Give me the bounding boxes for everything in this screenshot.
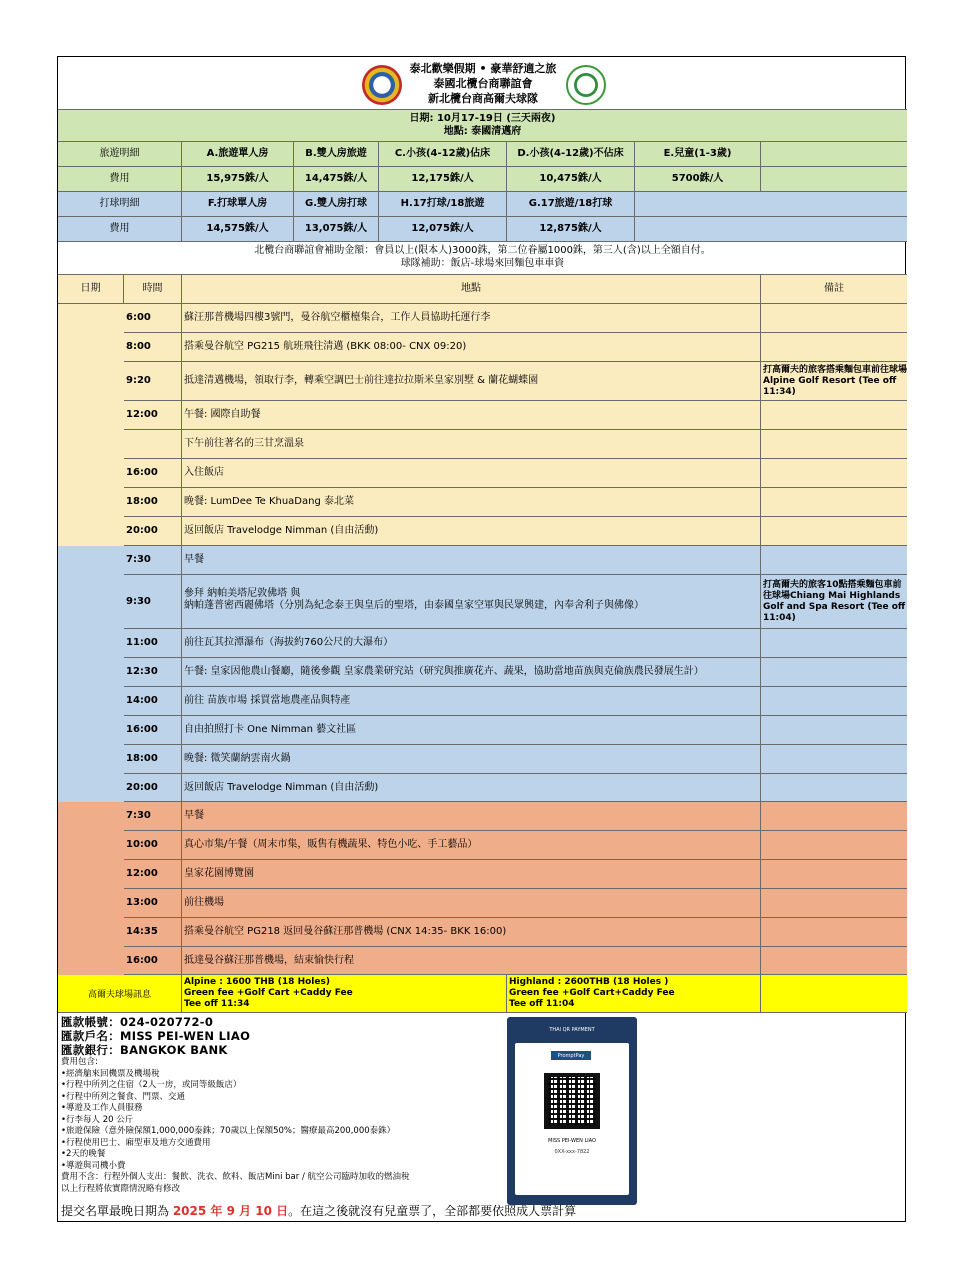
excludes-line: 費用不含：行程外個人支出：餐飲、洗衣、飲料、飯店Mini bar / 航空公司臨時加收的燃油稅 bbox=[61, 1172, 410, 1182]
table-row bbox=[58, 658, 907, 687]
golf-label: 打球明細 bbox=[58, 192, 182, 217]
row-time: 14:00 bbox=[124, 687, 182, 716]
table-row bbox=[58, 304, 907, 333]
row-time: 10:00 bbox=[124, 831, 182, 860]
dates-row bbox=[58, 109, 907, 142]
promptpay-qr-card bbox=[507, 1017, 637, 1205]
table-row bbox=[58, 430, 907, 459]
row-desc: 前往瓦其拉潭瀑布（海拔約760公尺的大瀑布） bbox=[182, 629, 761, 658]
qr-panel bbox=[515, 1043, 629, 1195]
row-desc: 返回飯店 Travelodge Nimman (自由活動) bbox=[182, 517, 761, 546]
date-line: 日期: 10月17-19日 (三天兩夜) bbox=[409, 113, 556, 124]
golf-option: H.17打球/18旅遊 bbox=[379, 192, 507, 217]
row-desc: 自由拍照打卡 One Nimman 藝文社區 bbox=[182, 716, 761, 745]
row-time: 12:00 bbox=[124, 860, 182, 889]
golf-options-row bbox=[58, 192, 907, 217]
row-time: 18:00 bbox=[124, 745, 182, 774]
row-desc: 下午前往著名的三甘烹溫泉 bbox=[182, 430, 761, 459]
table-row bbox=[58, 546, 907, 575]
row-desc: 前往 苗族市場 採買當地農產品與特產 bbox=[182, 687, 761, 716]
golf-option: G.17旅遊/18打球 bbox=[507, 192, 635, 217]
includes-item: •行程使用巴士、廂型車及地方交通費用 bbox=[61, 1137, 211, 1148]
golf-info-label: 高爾夫球場訊息 bbox=[58, 975, 182, 1013]
row-time: 20:00 bbox=[124, 517, 182, 546]
table-row bbox=[58, 802, 907, 831]
row-time: 16:00 bbox=[124, 459, 182, 488]
table-row bbox=[58, 575, 907, 629]
fee-label: 費用 bbox=[58, 167, 182, 192]
golf-fees-row bbox=[58, 217, 907, 242]
table-row bbox=[58, 774, 907, 802]
place-line: 地點: 泰國清邁府 bbox=[443, 126, 522, 137]
row-desc: 抵達曼谷蘇汪那普機場，結束愉快行程 bbox=[182, 947, 761, 975]
account-name: 匯款戶名：MISS PEI-WEN LIAO bbox=[61, 1029, 251, 1043]
itinerary-sheet bbox=[57, 56, 906, 1222]
col-place-header: 地點 bbox=[182, 275, 761, 304]
golf-option: F.打球單人房 bbox=[182, 192, 294, 217]
includes-item: •旅遊保險（意外險保額1,000,000泰銖；70歲以上保額50%；醫療最高200,000泰銖） bbox=[61, 1126, 396, 1136]
row-desc: 搭乘曼谷航空 PG215 航班飛往清邁 (BKK 08:00- CNX 09:20) bbox=[182, 333, 761, 362]
table-row bbox=[58, 488, 907, 517]
col-time-header: 時間 bbox=[124, 275, 182, 304]
golf-team-logo-icon bbox=[566, 65, 606, 105]
row-desc: 搭乘曼谷航空 PG218 返回曼谷蘇汪那普機場 (CNX 14:35- BKK 16:00) bbox=[182, 918, 761, 947]
table-row bbox=[58, 889, 907, 918]
table-row bbox=[58, 687, 907, 716]
row-time: 8:00 bbox=[124, 333, 182, 362]
row-time: 6:00 bbox=[124, 304, 182, 333]
tour-fee: 12,175銖/人 bbox=[379, 167, 507, 192]
tour-fee: 10,475銖/人 bbox=[507, 167, 635, 192]
table-row bbox=[58, 401, 907, 430]
row-time: 16:00 bbox=[124, 947, 182, 975]
deadline-line bbox=[61, 1203, 901, 1219]
row-note: 打高爾夫的旅客搭乘麵包車前往球場Alpine Golf Resort (Tee off 11:34) bbox=[761, 362, 907, 401]
includes-item: •經濟艙來回機票及機場稅 bbox=[61, 1068, 160, 1079]
deadline-prefix: 提交名單最晚日期為 bbox=[61, 1204, 173, 1218]
table-row bbox=[58, 745, 907, 774]
row-desc: 皇家花園博覽園 bbox=[182, 860, 761, 889]
row-time: 13:00 bbox=[124, 889, 182, 918]
fee-label: 費用 bbox=[58, 217, 182, 242]
subsidy-row bbox=[58, 242, 907, 275]
row-desc-line-2: 納帕蓬普密西麗佛塔（分別為紀念泰王與皇后的聖塔，由泰國皇家空軍與民眾興建，內奉舍利子與佛像） bbox=[184, 600, 644, 611]
includes-item: •2天的晚餐 bbox=[61, 1149, 106, 1159]
table-row bbox=[58, 517, 907, 546]
header-line-1: 泰北歡樂假期 • 豪華舒適之旅 bbox=[409, 62, 557, 75]
row-time: 20:00 bbox=[124, 774, 182, 802]
promptpay-badge: PromptPay bbox=[551, 1051, 591, 1060]
table-row bbox=[58, 333, 907, 362]
highland-info bbox=[507, 975, 761, 1013]
highland-line: Green fee +Golf Cart+Caddy Fee bbox=[509, 988, 675, 998]
row-desc: 早餐 bbox=[182, 802, 761, 831]
golf-fee: 14,575銖/人 bbox=[182, 217, 294, 242]
row-desc: 午餐: 皇家因他農山餐廳，隨後參觀 皇家農業研究站（研究與推廣花卉、蔬果，協助當地苗族與克倫族農民發展生計） bbox=[182, 658, 761, 687]
table-row bbox=[58, 831, 907, 860]
alpine-line: Green fee +Golf Cart +Caddy Fee bbox=[184, 988, 353, 998]
row-desc: 前往機場 bbox=[182, 889, 761, 918]
tour-option: B.雙人房旅遊 bbox=[294, 142, 379, 167]
row-time: 9:20 bbox=[124, 362, 182, 401]
row-time: 7:30 bbox=[124, 802, 182, 831]
tour-option: C.小孩(4-12歲)佔床 bbox=[379, 142, 507, 167]
subsidy-line-1: 北欖台商聯誼會補助金額：會員以上(限本人)3000銖，第二位眷屬1000銖，第三人(含)以上全額自付。 bbox=[254, 245, 711, 256]
includes-title: 費用包含: bbox=[61, 1057, 98, 1067]
table-row bbox=[58, 629, 907, 658]
includes-item: •行程中所列之住宿（2人一房，或同等級飯店） bbox=[61, 1080, 242, 1090]
includes-item: •導遊及工作人員服務 bbox=[61, 1103, 143, 1113]
golf-info-row bbox=[58, 975, 907, 1013]
itinerary-note: 以上行程將依實際情況略有修改 bbox=[61, 1183, 181, 1194]
table-row bbox=[58, 459, 907, 488]
table-row bbox=[58, 362, 907, 401]
row-desc: 早餐 bbox=[182, 546, 761, 575]
tour-fee: 5700銖/人 bbox=[635, 167, 761, 192]
row-desc: 蘇汪那普機場四樓3號門，曼谷航空櫃檯集合，工作人員協助托運行李 bbox=[182, 304, 761, 333]
row-desc: 真心市集/午餐（周末市集，販售有機蔬果、特色小吃、手工藝品） bbox=[182, 831, 761, 860]
bank-name: 匯款銀行：BANGKOK BANK bbox=[61, 1043, 228, 1057]
row-time: 11:00 bbox=[124, 629, 182, 658]
row-desc: 晚餐: 微笑蘭納雲南火鍋 bbox=[182, 745, 761, 774]
row-time: 12:00 bbox=[124, 401, 182, 430]
header bbox=[58, 57, 907, 109]
table-row bbox=[58, 947, 907, 975]
deadline-suffix: 。在這之後就沒有兒童票了，全部都要依照成人票計算 bbox=[288, 1204, 577, 1218]
qr-account-number: 0XX-xxx-7822 bbox=[554, 1149, 590, 1155]
payment-block bbox=[61, 1015, 501, 1195]
row-time: 16:00 bbox=[124, 716, 182, 745]
highland-line: Highland : 2600THB (18 Holes ) bbox=[509, 977, 669, 987]
tour-options-row bbox=[58, 142, 907, 167]
tour-fee: 14,475銖/人 bbox=[294, 167, 379, 192]
row-desc: 入住飯店 bbox=[182, 459, 761, 488]
header-line-3: 新北欖台商高爾夫球隊 bbox=[428, 92, 538, 105]
col-date-header: 日期 bbox=[58, 275, 124, 304]
tour-fees-row bbox=[58, 167, 907, 192]
row-desc: 晚餐: LumDee Te KhuaDang 泰北菜 bbox=[182, 488, 761, 517]
table-row bbox=[58, 918, 907, 947]
highland-line: Tee off 11:04 bbox=[509, 999, 575, 1009]
golf-fee: 13,075銖/人 bbox=[294, 217, 379, 242]
golf-option: G.雙人房打球 bbox=[294, 192, 379, 217]
row-time: 14:35 bbox=[124, 918, 182, 947]
schedule-header bbox=[58, 275, 907, 304]
tour-option: D.小孩(4-12歲)不佔床 bbox=[507, 142, 635, 167]
row-note: 打高爾夫的旅客10點搭乘麵包車前往球場Chiang Mai Highlands Golf and Spa Resort (Tee off 11:04) bbox=[761, 575, 907, 629]
account-number: 匯款帳號：024-020772-0 bbox=[61, 1015, 214, 1029]
table-row bbox=[58, 716, 907, 745]
tour-label: 旅遊明細 bbox=[58, 142, 182, 167]
alpine-line: Tee off 11:34 bbox=[184, 999, 250, 1009]
includes-item: •行程中所列之餐食、門票、交通 bbox=[61, 1091, 186, 1102]
tour-option: A.旅遊單人房 bbox=[182, 142, 294, 167]
tour-option: E.兒童(1-3歲) bbox=[635, 142, 761, 167]
subsidy-line-2: 球隊補助：飯店-球場來回麵包車車資 bbox=[400, 258, 565, 269]
row-time: 18:00 bbox=[124, 488, 182, 517]
qr-account-name: MISS PEI-WEN LIAO bbox=[548, 1138, 596, 1144]
row-desc: 抵達清邁機場，領取行李，轉乘空調巴士前往達拉拉斯米皇家別墅 & 蘭花蝴蝶園 bbox=[182, 362, 761, 401]
qr-bank-label: THAI QR PAYMENT bbox=[549, 1027, 595, 1033]
qr-code-icon[interactable] bbox=[544, 1073, 600, 1129]
table-row bbox=[58, 860, 907, 889]
golf-fee: 12,875銖/人 bbox=[507, 217, 635, 242]
includes-item: •行李每人 20 公斤 bbox=[61, 1114, 134, 1125]
row-desc: 參拜 納帕美塔尼敦佛塔 與 bbox=[184, 588, 301, 599]
row-time bbox=[124, 430, 182, 459]
association-seal-icon bbox=[362, 65, 402, 105]
row-time: 7:30 bbox=[124, 546, 182, 575]
includes-item: •導遊與司機小費 bbox=[61, 1160, 126, 1171]
header-line-2: 泰國北欖台商聯誼會 bbox=[433, 77, 533, 90]
row-time: 9:30 bbox=[124, 575, 182, 629]
alpine-info bbox=[182, 975, 507, 1013]
tour-fee: 15,975銖/人 bbox=[182, 167, 294, 192]
alpine-line: Alpine : 1600 THB (18 Holes) bbox=[184, 977, 330, 987]
deadline-date: 2025 年 9 月 10 日 bbox=[172, 1204, 289, 1218]
golf-fee: 12,075銖/人 bbox=[379, 217, 507, 242]
row-time: 12:30 bbox=[124, 658, 182, 687]
row-desc: 返回飯店 Travelodge Nimman (自由活動) bbox=[182, 774, 761, 802]
col-note-header: 備註 bbox=[761, 275, 907, 304]
row-desc: 午餐: 國際自助餐 bbox=[182, 401, 761, 430]
